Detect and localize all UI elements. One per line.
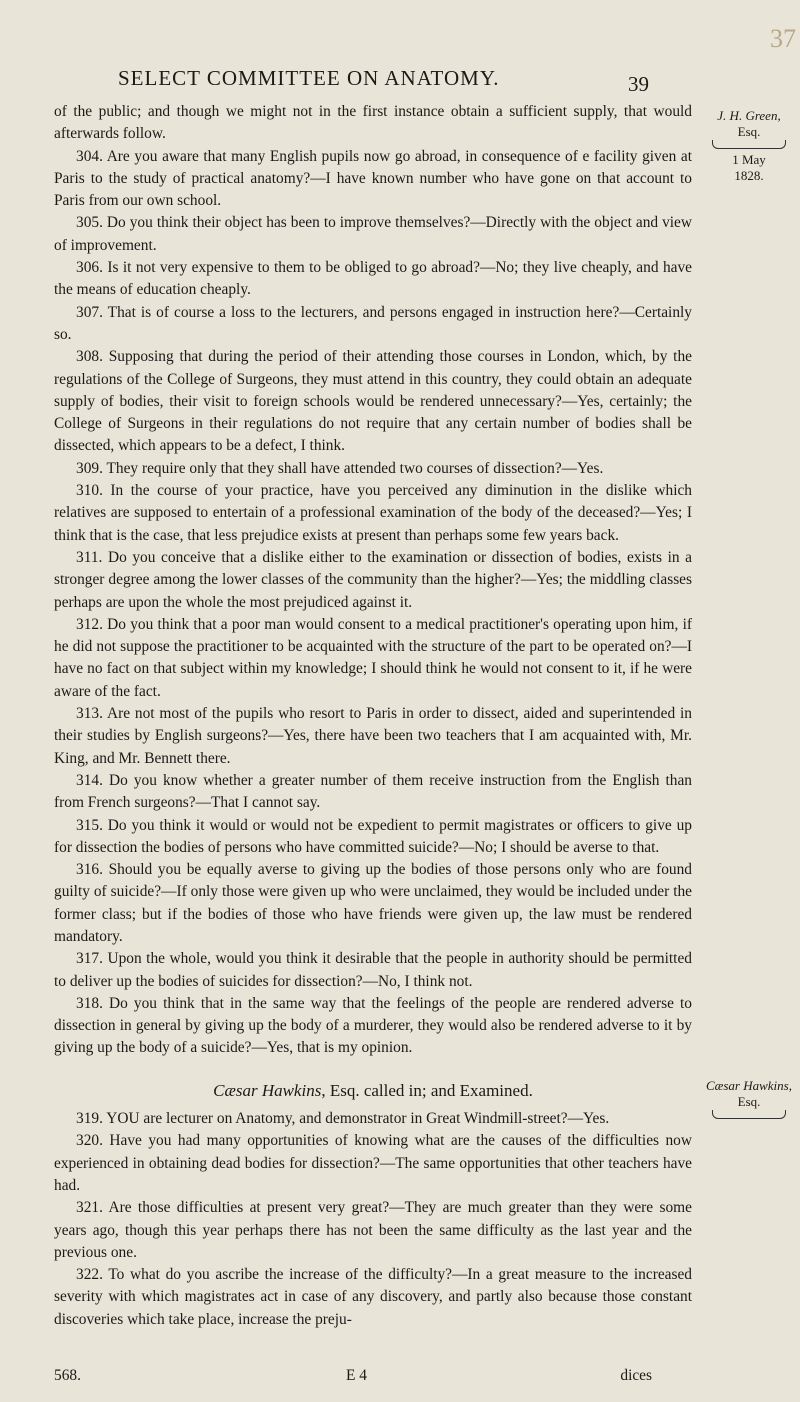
sheet-mark: E 4 bbox=[346, 1367, 367, 1384]
signature-number: 568. bbox=[54, 1367, 81, 1384]
question-319: 319. YOU are lecturer on Anatomy, and demonstrator in Great Windmill-street?—Yes. bbox=[76, 1110, 610, 1128]
question-305: 305. Do you think their object has been to improve themselves?—Directly with the object and view of improvement. bbox=[54, 214, 692, 254]
question-306: 306. Is it not very expensive to them to be obliged to go abroad?—No; they live cheaply, and have the means of education cheaply. bbox=[54, 259, 692, 299]
question-317: 317. Upon the whole, would you think it desirable that the people in authority should be permitted to deliver up the bodies of suicides for dissection?—No, I think not. bbox=[54, 950, 692, 990]
paragraph: of the public; and though we might not in the first instance obtain a sufficient supply, that would afterwards follow. bbox=[54, 103, 692, 143]
question-304: 304. Are you aware that many English pupils now go abroad, in consequence of e facility given at Paris to the study of practical anatomy?—I have known number who have gone on that account to Paris from our own school. bbox=[54, 147, 692, 210]
question-309: 309. They require only that they shall have attended two courses of dissection?—Yes. bbox=[76, 459, 604, 477]
brace-icon bbox=[712, 140, 786, 149]
running-header: SELECT COMMITTEE ON ANATOMY. bbox=[118, 66, 500, 90]
margin-note-green bbox=[704, 108, 794, 184]
question-313: 313. Are not most of the pupils who resort to Paris in order to dissect, aided and superintended in their studies by English surgeons?—Yes, there have been two teachers that I am acquainted with, Mr. King, and Mr. Bennett there. bbox=[54, 705, 692, 767]
question-312: 312. Do you think that a poor man would consent to a medical practitioner's operating upon him, if he did not suppose the practitioner to be acquainted with the structure of the part to be operated on?—I have no fact on that subject within my knowledge; I should think he would not consent to it, if he were aware of the fact. bbox=[54, 615, 692, 700]
margin-note-hawkins bbox=[704, 1078, 794, 1122]
question-311: 311. Do you conceive that a dislike either to the examination or dissection of bodies, exists in a stronger degree among the lower classes of the community than the higher?—Yes; the middling classes perhaps are upon the whole the most prejudiced against it. bbox=[54, 548, 692, 611]
catchword: dices bbox=[620, 1367, 652, 1384]
question-315: 315. Do you think it would or would not be expedient to permit magistrates or officers to give up for dissection the bodies of persons who have committed suicide?—No; I should be averse to that. bbox=[54, 816, 692, 856]
brace-icon bbox=[712, 1110, 786, 1119]
margin-witness-name: Cæsar Hawkins, bbox=[706, 1078, 792, 1093]
margin-date-year: 1828. bbox=[734, 168, 764, 183]
margin-witness-title: Esq. bbox=[737, 1094, 761, 1109]
witness-heading bbox=[54, 1080, 692, 1102]
question-308: 308. Supposing that during the period of their attending those courses in London, which, by the regulations of the College of Surgeons, they must attend in this country, they could obtain an adequate supply of bodies, their visit to foreign schools would be rendered unnecessary?—Yes, certainly; the College of Surgeons in their regulations do not require that any certain number of bodies shall be dissected, which appears to be a defect, I think. bbox=[54, 348, 692, 455]
question-320: 320. Have you had many opportunities of knowing what are the causes of the difficulties now experienced in obtaining dead bodies for dissection?—The same opportunities that other teachers have had. bbox=[54, 1132, 692, 1194]
corner-mark: 37 bbox=[770, 24, 796, 53]
question-314: 314. Do you know whether a greater number of them receive instruction from the English than from French surgeons?—That I cannot say. bbox=[54, 771, 692, 812]
question-321: 321. Are those difficulties at present very great?—They are much greater than they were some years ago, though this year perhaps there has not been the same difficulty as the last year and the previous one. bbox=[54, 1199, 692, 1261]
question-322: 322. To what do you ascribe the increase of the difficulty?—In a great measure to the increased severity with which magistrates act in case of any discovery, and partly also because those constant discoveries which take place, increase the preju- bbox=[54, 1266, 692, 1328]
margin-witness-name: J. H. Green, bbox=[717, 108, 781, 123]
question-318: 318. Do you think that in the same way that the feelings of the people are rendered adverse to dissection in general by giving up the body of a murderer, they would also be rendered adverse to it by giving up the body of a suicide?—Yes, that is my opinion. bbox=[54, 994, 692, 1057]
margin-date-day: 1 May bbox=[732, 152, 766, 167]
witness-heading-rest: , Esq. called in; and Examined. bbox=[321, 1080, 533, 1100]
margin-witness-title: Esq. bbox=[737, 124, 761, 139]
question-307: 307. That is of course a loss to the lecturers, and persons engaged in instruction here?—Certainly so. bbox=[54, 303, 692, 343]
witness-heading-name: Cæsar Hawkins bbox=[213, 1080, 322, 1100]
page-number: 39 bbox=[628, 72, 649, 96]
question-316: 316. Should you be equally averse to giving up the bodies of those persons only who are found guilty of suicide?—If only those were given up who were unclaimed, they would be included under the former class; but if the bodies of those who have friends were given up, the law must be rendered mandatory. bbox=[54, 861, 692, 945]
main-text bbox=[54, 101, 692, 1331]
question-310: 310. In the course of your practice, have you perceived any diminution in the dislike which relatives are supposed to entertain of a professional examination of the body of the deceased?—Yes; I think that is the case, that less prejudice exists at present than perhaps some few years back. bbox=[54, 482, 692, 544]
